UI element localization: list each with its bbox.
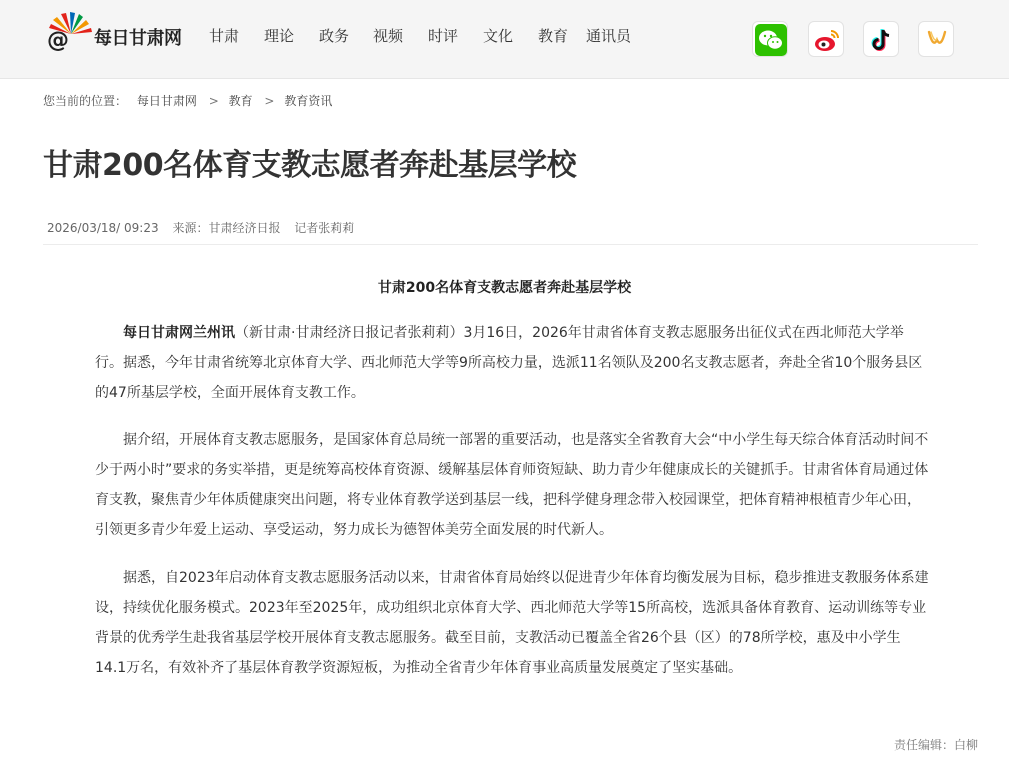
app-icon <box>919 22 955 58</box>
app-button[interactable] <box>918 21 954 57</box>
breadcrumb-separator: > <box>208 94 219 108</box>
wechat-icon <box>753 22 789 58</box>
wechat-button[interactable] <box>752 21 788 57</box>
site-logo[interactable] <box>47 12 197 52</box>
article-reporter: 记者张莉莉 <box>294 221 355 235</box>
nav-item-gansu[interactable]: 甘肃 <box>209 27 240 45</box>
article-date: 2026/03/18/ 09:23 <box>47 221 159 235</box>
content-title: 甘肃200名体育支教志愿者奔赴基层学校 <box>377 280 632 296</box>
douyin-icon <box>864 22 900 58</box>
nav-item-culture[interactable]: 文化 <box>483 27 514 45</box>
weibo-icon <box>809 22 845 58</box>
article-source: 来源：甘肃经济日报 <box>172 221 281 235</box>
responsible-editor: 责任编辑：白柳 <box>893 738 978 752</box>
breadcrumb <box>43 92 338 110</box>
svg-text:@: @ <box>47 28 69 52</box>
weibo-button[interactable] <box>808 21 844 57</box>
nav-item-correspondent[interactable]: 通讯员 <box>586 27 632 45</box>
breadcrumb-home[interactable]: 每日甘肃网 <box>136 94 197 108</box>
logo-text: 每日甘肃网 <box>94 28 182 49</box>
breadcrumb-education[interactable]: 教育 <box>228 94 253 108</box>
article-paragraph-2: 据介绍，开展体育支教志愿服务，是国家体育总局统一部署的重要活动，也是落实全省教育大会“中小学生每天综合体育活动时间不少于两小时”要求的务实举措，更是统筹高校体育资源、缓解基层体育师资短缺、助力青少年健康成长的关键抓手。甘肃省体育局通过体育支教，聚焦青少年体质健康突出问题，将专业体育教学送到基层一线，把科学健身理念带入校园课堂，把体育精神根植青少年心田，引领更多青少年爱上运动、享受运动，努力成长为德智体美劳全面发展的时代新人。 <box>95 432 929 538</box>
breadcrumb-education-news[interactable]: 教育资讯 <box>284 94 333 108</box>
dateline: 每日甘肃网兰州讯 <box>123 325 235 341</box>
article-paragraph-1 <box>95 318 930 408</box>
breadcrumb-prefix: 您当前的位置： <box>43 94 128 108</box>
article-paragraph-3: 据悉，自2023年启动体育支教志愿服务活动以来，甘肃省体育局始终以促进青少年体育均衡发展为目标，稳步推进支教服务体系建设，持续优化服务模式。2023年至2025年，成功组织北京体育大学、西北师范大学等15所高校，选派具备体育教育、运动训练等专业背景的优秀学生赴我省基层学校开展体育支教志愿服务。截至目前，支教活动已覆盖全省26个县（区）的78所学校，惠及中小学生14.1万名，有效补齐了基层体育教学资源短板，为推动全省青少年体育事业高质量发展奠定了坚实基础。 <box>95 570 929 676</box>
nav-item-theory[interactable]: 理论 <box>264 27 295 45</box>
douyin-button[interactable] <box>863 21 899 57</box>
article-title: 甘肃200名体育支教志愿者奔赴基层学校 <box>43 148 577 183</box>
meta-divider <box>43 244 978 245</box>
article-meta <box>47 219 364 237</box>
paragraph-1-text: （新甘肃·甘肃经济日报记者张莉莉）3月16日，2026年甘肃省体育支教志愿服务出征仪式在西北师范大学举行。据悉，今年甘肃省统筹北京体育大学、西北师范大学等9所高校力量，选派11名领队及200名支教志愿者，奔赴全省10个服务县区的47所基层学校，全面开展体育支教工作。 <box>95 325 923 401</box>
breadcrumb-separator: > <box>264 94 275 108</box>
nav-item-video[interactable]: 视频 <box>373 27 404 45</box>
nav-item-government[interactable]: 政务 <box>319 27 350 45</box>
nav-item-education[interactable]: 教育 <box>538 27 569 45</box>
nav-item-commentary[interactable]: 时评 <box>428 27 459 45</box>
site-header <box>0 0 1009 79</box>
